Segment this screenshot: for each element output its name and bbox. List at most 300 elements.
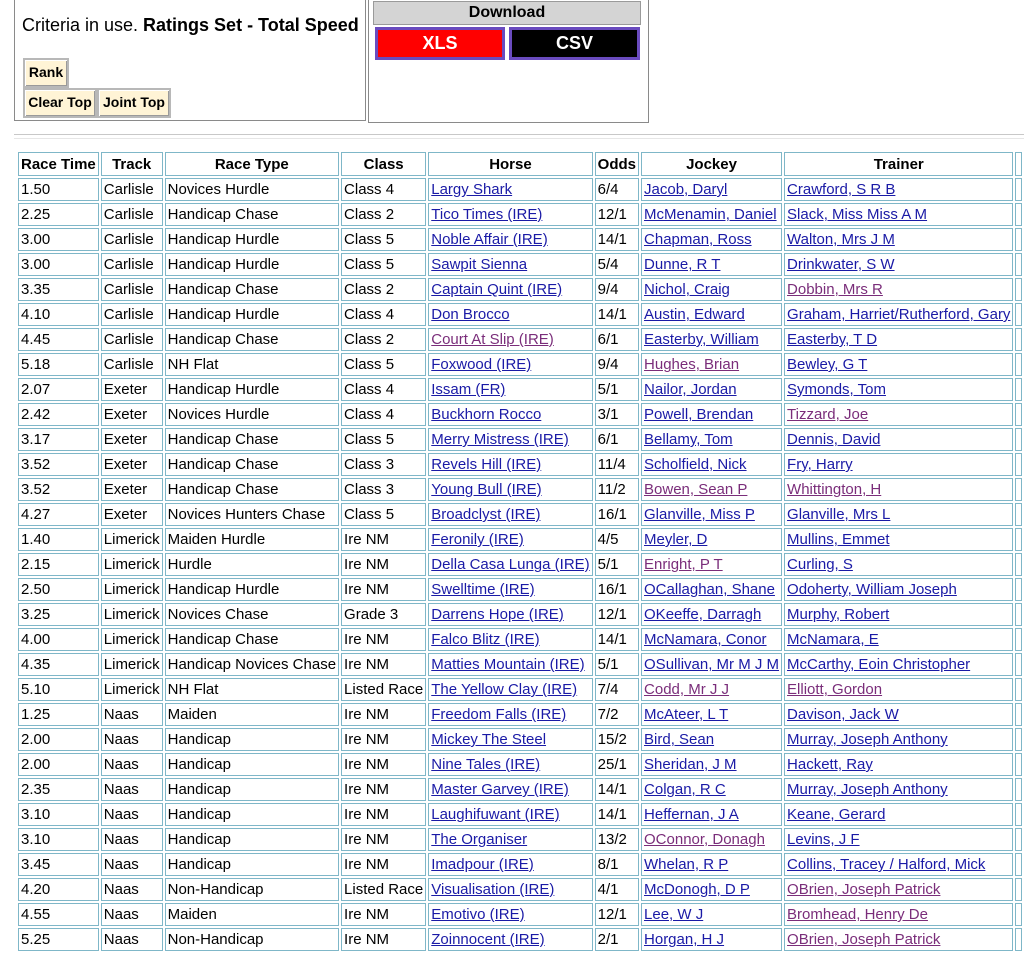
trainer-link[interactable]: Bromhead, Henry De xyxy=(787,906,928,923)
cell-jockey xyxy=(641,478,782,501)
cell-extra xyxy=(1015,453,1022,476)
cell-odds: 9/4 xyxy=(595,278,639,301)
trainer-link[interactable]: McCarthy, Eoin Christopher xyxy=(787,656,971,673)
cell-race-type: Handicap Hurdle xyxy=(165,253,339,276)
trainer-link[interactable]: Symonds, Tom xyxy=(787,381,886,398)
cell-track: Carlisle xyxy=(101,228,163,251)
cell-extra xyxy=(1015,728,1022,751)
cell-track: Limerick xyxy=(101,628,163,651)
cell-race-type: Non-Handicap xyxy=(165,878,339,901)
cell-extra xyxy=(1015,628,1022,651)
cell-horse xyxy=(428,903,592,926)
download-panel xyxy=(368,0,649,123)
cell-jockey xyxy=(641,878,782,901)
jockey-link[interactable]: Bellamy, Tom xyxy=(644,431,733,448)
horse-link[interactable]: Falco Blitz (IRE) xyxy=(431,631,540,648)
cell-class: Class 2 xyxy=(341,328,426,351)
cell-race-type: Novices Hurdle xyxy=(165,178,339,201)
trainer-link[interactable]: Bewley, G T xyxy=(787,356,868,373)
cell-race-type: Handicap Hurdle xyxy=(165,578,339,601)
cell-odds: 12/1 xyxy=(595,903,639,926)
horse-link[interactable]: Zoinnocent (IRE) xyxy=(431,931,545,948)
cell-race-type: Handicap Chase xyxy=(165,453,339,476)
horse-link[interactable]: Nine Tales (IRE) xyxy=(431,756,541,773)
trainer-link[interactable]: Drinkwater, S W xyxy=(787,256,895,273)
cell-trainer xyxy=(784,653,1013,676)
cell-trainer xyxy=(784,878,1013,901)
horse-link[interactable]: Largy Shark xyxy=(431,181,513,198)
cell-extra xyxy=(1015,653,1022,676)
cell-track: Exeter xyxy=(101,403,163,426)
cell-race-time: 2.00 xyxy=(18,753,99,776)
cell-track: Exeter xyxy=(101,478,163,501)
cell-race-type: Handicap Hurdle xyxy=(165,378,339,401)
trainer-link[interactable]: Collins, Tracey / Halford, Mick xyxy=(787,856,986,873)
cell-race-type: Handicap xyxy=(165,853,339,876)
jockey-link[interactable]: McDonogh, D P xyxy=(644,881,750,898)
table-row xyxy=(18,528,1022,551)
cell-extra xyxy=(1015,753,1022,776)
cell-extra xyxy=(1015,853,1022,876)
criteria-value: Ratings Set - Total Speed xyxy=(143,15,359,35)
trainer-link[interactable]: Hackett, Ray xyxy=(787,756,873,773)
cell-race-type: Handicap xyxy=(165,828,339,851)
cell-track: Naas xyxy=(101,728,163,751)
trainer-link[interactable]: Elliott, Gordon xyxy=(787,681,883,698)
jockey-link[interactable]: Scholfield, Nick xyxy=(644,456,747,473)
cell-race-type: Handicap Chase xyxy=(165,478,339,501)
table-row xyxy=(18,428,1022,451)
jockey-link[interactable]: Colgan, R C xyxy=(644,781,726,798)
cell-horse xyxy=(428,478,592,501)
cell-extra xyxy=(1015,553,1022,576)
cell-class: Class 2 xyxy=(341,278,426,301)
cell-odds: 14/1 xyxy=(595,803,639,826)
cell-track: Carlisle xyxy=(101,203,163,226)
cell-race-type: Handicap xyxy=(165,778,339,801)
cell-race-time: 4.45 xyxy=(18,328,99,351)
cell-odds: 16/1 xyxy=(595,503,639,526)
horse-link[interactable]: Darrens Hope (IRE) xyxy=(431,606,564,623)
cell-race-time: 1.50 xyxy=(18,178,99,201)
rank-button[interactable]: Rank xyxy=(23,58,69,88)
cell-race-type: Maiden xyxy=(165,903,339,926)
trainer-link[interactable]: Levins, J F xyxy=(787,831,860,848)
cell-trainer xyxy=(784,928,1013,951)
cell-jockey xyxy=(641,303,782,326)
trainer-link[interactable]: Graham, Harriet/Rutherford, Gary xyxy=(787,306,1011,323)
cell-race-time: 1.40 xyxy=(18,528,99,551)
jockey-link[interactable]: McAteer, L T xyxy=(644,706,729,723)
cell-jockey xyxy=(641,653,782,676)
cell-trainer xyxy=(784,753,1013,776)
cell-jockey xyxy=(641,528,782,551)
horse-link[interactable]: Matties Mountain (IRE) xyxy=(431,656,585,673)
jockey-link[interactable]: McNamara, Conor xyxy=(644,631,767,648)
cell-jockey xyxy=(641,628,782,651)
cell-race-type: Novices Hunters Chase xyxy=(165,503,339,526)
horse-link[interactable]: Feronily (IRE) xyxy=(431,531,524,548)
cell-jockey xyxy=(641,353,782,376)
joint-top-button[interactable]: Joint Top xyxy=(97,88,171,118)
cell-class: Ire NM xyxy=(341,528,426,551)
cell-trainer xyxy=(784,478,1013,501)
jockey-link[interactable]: OKeeffe, Darragh xyxy=(644,606,762,623)
trainer-link[interactable]: Glanville, Mrs L xyxy=(787,506,891,523)
column-header-race-time: Race Time xyxy=(18,152,99,176)
cell-horse xyxy=(428,578,592,601)
cell-race-time: 2.07 xyxy=(18,378,99,401)
horse-link[interactable]: Court At Slip (IRE) xyxy=(431,331,554,348)
cell-track: Naas xyxy=(101,778,163,801)
cell-horse xyxy=(428,453,592,476)
cell-race-time: 5.25 xyxy=(18,928,99,951)
cell-extra xyxy=(1015,703,1022,726)
cell-jockey xyxy=(641,753,782,776)
jockey-link[interactable]: Powell, Brendan xyxy=(644,406,754,423)
cell-race-time: 4.27 xyxy=(18,503,99,526)
cell-jockey xyxy=(641,553,782,576)
jockey-link[interactable]: Horgan, H J xyxy=(644,931,725,948)
cell-horse xyxy=(428,703,592,726)
cell-extra xyxy=(1015,903,1022,926)
cell-horse xyxy=(428,278,592,301)
cell-horse xyxy=(428,828,592,851)
trainer-link[interactable]: Dobbin, Mrs R xyxy=(787,281,883,298)
cell-race-time: 3.00 xyxy=(18,253,99,276)
jockey-link[interactable]: Jacob, Daryl xyxy=(644,181,728,198)
cell-odds: 6/4 xyxy=(595,178,639,201)
cell-class: Ire NM xyxy=(341,778,426,801)
horse-link[interactable]: Foxwood (IRE) xyxy=(431,356,532,373)
table-row xyxy=(18,253,1022,276)
jockey-link[interactable]: Nailor, Jordan xyxy=(644,381,737,398)
cell-race-time: 3.17 xyxy=(18,428,99,451)
horse-link[interactable]: Broadclyst (IRE) xyxy=(431,506,541,523)
trainer-link[interactable]: Mullins, Emmet xyxy=(787,531,890,548)
table-row xyxy=(18,903,1022,926)
cell-extra xyxy=(1015,228,1022,251)
cell-race-time: 3.45 xyxy=(18,853,99,876)
table-row xyxy=(18,603,1022,626)
cell-track: Exeter xyxy=(101,428,163,451)
cell-track: Carlisle xyxy=(101,303,163,326)
jockey-link[interactable]: Meyler, D xyxy=(644,531,708,548)
cell-jockey xyxy=(641,578,782,601)
cell-extra xyxy=(1015,778,1022,801)
cell-extra xyxy=(1015,678,1022,701)
trainer-link[interactable]: Curling, S xyxy=(787,556,853,573)
cell-horse xyxy=(428,328,592,351)
cell-odds: 4/5 xyxy=(595,528,639,551)
cell-race-type: Hurdle xyxy=(165,553,339,576)
trainer-link[interactable]: Murray, Joseph Anthony xyxy=(787,731,948,748)
cell-class: Ire NM xyxy=(341,828,426,851)
cell-jockey xyxy=(641,503,782,526)
cell-trainer xyxy=(784,678,1013,701)
horse-link[interactable]: Swelltime (IRE) xyxy=(431,581,535,598)
cell-race-type: Handicap Chase xyxy=(165,278,339,301)
horse-link[interactable]: Noble Affair (IRE) xyxy=(431,231,548,248)
xls-download-button[interactable]: XLS xyxy=(375,27,505,60)
cell-class: Ire NM xyxy=(341,553,426,576)
cell-track: Exeter xyxy=(101,378,163,401)
table-row xyxy=(18,678,1022,701)
cell-odds: 11/2 xyxy=(595,478,639,501)
jockey-link[interactable]: Austin, Edward xyxy=(644,306,745,323)
cell-class: Ire NM xyxy=(341,728,426,751)
horse-link[interactable]: The Organiser xyxy=(431,831,528,848)
jockey-link[interactable]: Hughes, Brian xyxy=(644,356,740,373)
trainer-link[interactable]: Murray, Joseph Anthony xyxy=(787,781,948,798)
table-row xyxy=(18,203,1022,226)
cell-race-time: 2.15 xyxy=(18,553,99,576)
cell-horse xyxy=(428,203,592,226)
cell-extra xyxy=(1015,803,1022,826)
cell-trainer xyxy=(784,803,1013,826)
column-header-odds: Odds xyxy=(595,152,639,176)
column-header-extra xyxy=(1015,152,1022,176)
cell-jockey xyxy=(641,778,782,801)
table-row xyxy=(18,878,1022,901)
clear-top-button[interactable]: Clear Top xyxy=(23,88,97,118)
cell-class: Class 5 xyxy=(341,503,426,526)
cell-horse xyxy=(428,803,592,826)
trainer-link[interactable]: OBrien, Joseph Patrick xyxy=(787,881,941,898)
table-row xyxy=(18,828,1022,851)
jockey-link[interactable]: Chapman, Ross xyxy=(644,231,752,248)
cell-odds: 5/1 xyxy=(595,653,639,676)
cell-race-time: 5.18 xyxy=(18,353,99,376)
cell-class: Ire NM xyxy=(341,753,426,776)
cell-track: Limerick xyxy=(101,578,163,601)
cell-class: Ire NM xyxy=(341,578,426,601)
cell-odds: 16/1 xyxy=(595,578,639,601)
cell-track: Carlisle xyxy=(101,178,163,201)
jockey-link[interactable]: OSullivan, Mr M J M xyxy=(644,656,780,673)
criteria-panel xyxy=(14,0,366,121)
cell-horse xyxy=(428,178,592,201)
cell-class: Listed Race xyxy=(341,878,426,901)
table-row xyxy=(18,653,1022,676)
jockey-link[interactable]: Sheridan, J M xyxy=(644,756,737,773)
table-body xyxy=(18,178,1022,951)
cell-race-time: 3.00 xyxy=(18,228,99,251)
horse-link[interactable]: Buckhorn Rocco xyxy=(431,406,542,423)
cell-trainer xyxy=(784,578,1013,601)
cell-jockey xyxy=(641,328,782,351)
jockey-link[interactable]: Whelan, R P xyxy=(644,856,729,873)
trainer-link[interactable]: Fry, Harry xyxy=(787,456,853,473)
cell-horse xyxy=(428,778,592,801)
cell-extra xyxy=(1015,278,1022,301)
cell-track: Carlisle xyxy=(101,353,163,376)
horse-link[interactable]: Issam (FR) xyxy=(431,381,506,398)
horse-link[interactable]: Laughifuwant (IRE) xyxy=(431,806,560,823)
horse-link[interactable]: Visualisation (IRE) xyxy=(431,881,555,898)
cell-race-type: Novices Hurdle xyxy=(165,403,339,426)
table-row xyxy=(18,728,1022,751)
horse-link[interactable]: Tico Times (IRE) xyxy=(431,206,543,223)
cell-race-type: Maiden xyxy=(165,703,339,726)
table-row xyxy=(18,303,1022,326)
cell-horse xyxy=(428,753,592,776)
cell-odds: 6/1 xyxy=(595,428,639,451)
trainer-link[interactable]: Davison, Jack W xyxy=(787,706,899,723)
cell-extra xyxy=(1015,378,1022,401)
trainer-link[interactable]: Dennis, David xyxy=(787,431,881,448)
jockey-link[interactable]: Easterby, William xyxy=(644,331,759,348)
cell-extra xyxy=(1015,478,1022,501)
cell-trainer xyxy=(784,278,1013,301)
trainer-link[interactable]: Odoherty, William Joseph xyxy=(787,581,957,598)
table-row xyxy=(18,453,1022,476)
cell-track: Carlisle xyxy=(101,278,163,301)
cell-class: Ire NM xyxy=(341,703,426,726)
table-row xyxy=(18,503,1022,526)
csv-download-button[interactable]: CSV xyxy=(509,27,640,60)
cell-class: Ire NM xyxy=(341,653,426,676)
cell-trainer xyxy=(784,303,1013,326)
jockey-link[interactable]: OConnor, Donagh xyxy=(644,831,765,848)
jockey-link[interactable]: Nichol, Craig xyxy=(644,281,730,298)
cell-class: Ire NM xyxy=(341,928,426,951)
cell-trainer xyxy=(784,328,1013,351)
cell-odds: 14/1 xyxy=(595,228,639,251)
cell-class: Class 4 xyxy=(341,403,426,426)
cell-horse xyxy=(428,928,592,951)
cell-odds: 2/1 xyxy=(595,928,639,951)
cell-extra xyxy=(1015,253,1022,276)
cell-odds: 15/2 xyxy=(595,728,639,751)
cell-trainer xyxy=(784,728,1013,751)
cell-horse xyxy=(428,728,592,751)
cell-race-time: 2.25 xyxy=(18,203,99,226)
cell-track: Limerick xyxy=(101,603,163,626)
horse-link[interactable]: Master Garvey (IRE) xyxy=(431,781,569,798)
cell-race-time: 3.25 xyxy=(18,603,99,626)
cell-class: Class 4 xyxy=(341,178,426,201)
cell-track: Exeter xyxy=(101,453,163,476)
cell-race-time: 4.35 xyxy=(18,653,99,676)
cell-trainer xyxy=(784,253,1013,276)
cell-track: Limerick xyxy=(101,678,163,701)
trainer-link[interactable]: Walton, Mrs J M xyxy=(787,231,895,248)
table-row xyxy=(18,853,1022,876)
trainer-link[interactable]: Slack, Miss Miss A M xyxy=(787,206,928,223)
trainer-link[interactable]: Keane, Gerard xyxy=(787,806,886,823)
cell-jockey xyxy=(641,378,782,401)
cell-trainer xyxy=(784,353,1013,376)
horse-link[interactable]: Don Brocco xyxy=(431,306,510,323)
cell-jockey xyxy=(641,853,782,876)
table-row xyxy=(18,553,1022,576)
horse-link[interactable]: Captain Quint (IRE) xyxy=(431,281,563,298)
cell-horse xyxy=(428,403,592,426)
trainer-link[interactable]: Easterby, T D xyxy=(787,331,878,348)
cell-jockey xyxy=(641,803,782,826)
cell-extra xyxy=(1015,878,1022,901)
table-header-row xyxy=(18,152,1022,176)
jockey-link[interactable]: Bird, Sean xyxy=(644,731,715,748)
download-header: Download xyxy=(373,1,641,25)
trainer-link[interactable]: Crawford, S R B xyxy=(787,181,896,198)
jockey-link[interactable]: Bowen, Sean P xyxy=(644,481,748,498)
horse-link[interactable]: The Yellow Clay (IRE) xyxy=(431,681,578,698)
cell-class: Ire NM xyxy=(341,853,426,876)
cell-class: Class 2 xyxy=(341,203,426,226)
cell-race-time: 2.42 xyxy=(18,403,99,426)
jockey-link[interactable]: McMenamin, Daniel xyxy=(644,206,777,223)
cell-jockey xyxy=(641,453,782,476)
cell-odds: 4/1 xyxy=(595,878,639,901)
cell-class: Class 3 xyxy=(341,453,426,476)
cell-trainer xyxy=(784,453,1013,476)
cell-race-time: 2.50 xyxy=(18,578,99,601)
jockey-link[interactable]: Heffernan, J A xyxy=(644,806,739,823)
cell-race-type: Handicap Hurdle xyxy=(165,228,339,251)
jockey-link[interactable]: Enright, P T xyxy=(644,556,723,573)
trainer-link[interactable]: McNamara, E xyxy=(787,631,879,648)
trainer-link[interactable]: Whittington, H xyxy=(787,481,882,498)
cell-horse xyxy=(428,353,592,376)
trainer-link[interactable]: OBrien, Joseph Patrick xyxy=(787,931,941,948)
trainer-link[interactable]: Murphy, Robert xyxy=(787,606,890,623)
cell-extra xyxy=(1015,578,1022,601)
horse-link[interactable]: Imadpour (IRE) xyxy=(431,856,534,873)
column-header-jockey: Jockey xyxy=(641,152,782,176)
horse-link[interactable]: Emotivo (IRE) xyxy=(431,906,525,923)
cell-track: Naas xyxy=(101,878,163,901)
horse-link[interactable]: Della Casa Lunga (IRE) xyxy=(431,556,590,573)
cell-trainer xyxy=(784,628,1013,651)
jockey-link[interactable]: Lee, W J xyxy=(644,906,704,923)
cell-horse xyxy=(428,678,592,701)
table-row xyxy=(18,803,1022,826)
horse-link[interactable]: Freedom Falls (IRE) xyxy=(431,706,567,723)
cell-race-time: 5.10 xyxy=(18,678,99,701)
cell-horse xyxy=(428,653,592,676)
jockey-link[interactable]: OCallaghan, Shane xyxy=(644,581,775,598)
cell-trainer xyxy=(784,378,1013,401)
table-row xyxy=(18,228,1022,251)
cell-extra xyxy=(1015,428,1022,451)
cell-trainer xyxy=(784,203,1013,226)
cell-race-type: Non-Handicap xyxy=(165,928,339,951)
cell-extra xyxy=(1015,303,1022,326)
horse-link[interactable]: Revels Hill (IRE) xyxy=(431,456,542,473)
cell-track: Limerick xyxy=(101,553,163,576)
horse-link[interactable]: Sawpit Sienna xyxy=(431,256,528,273)
jockey-link[interactable]: Glanville, Miss P xyxy=(644,506,755,523)
jockey-link[interactable]: Codd, Mr J J xyxy=(644,681,730,698)
table-row xyxy=(18,928,1022,951)
horse-link[interactable]: Young Bull (IRE) xyxy=(431,481,542,498)
horse-link[interactable]: Merry Mistress (IRE) xyxy=(431,431,569,448)
cell-extra xyxy=(1015,603,1022,626)
cell-track: Exeter xyxy=(101,503,163,526)
cell-trainer xyxy=(784,828,1013,851)
cell-class: Class 5 xyxy=(341,253,426,276)
trainer-link[interactable]: Tizzard, Joe xyxy=(787,406,869,423)
horse-link[interactable]: Mickey The Steel xyxy=(431,731,547,748)
cell-trainer xyxy=(784,903,1013,926)
cell-race-type: Handicap Hurdle xyxy=(165,303,339,326)
cell-extra xyxy=(1015,203,1022,226)
jockey-link[interactable]: Dunne, R T xyxy=(644,256,721,273)
cell-race-type: Handicap Chase xyxy=(165,203,339,226)
cell-race-time: 3.52 xyxy=(18,478,99,501)
